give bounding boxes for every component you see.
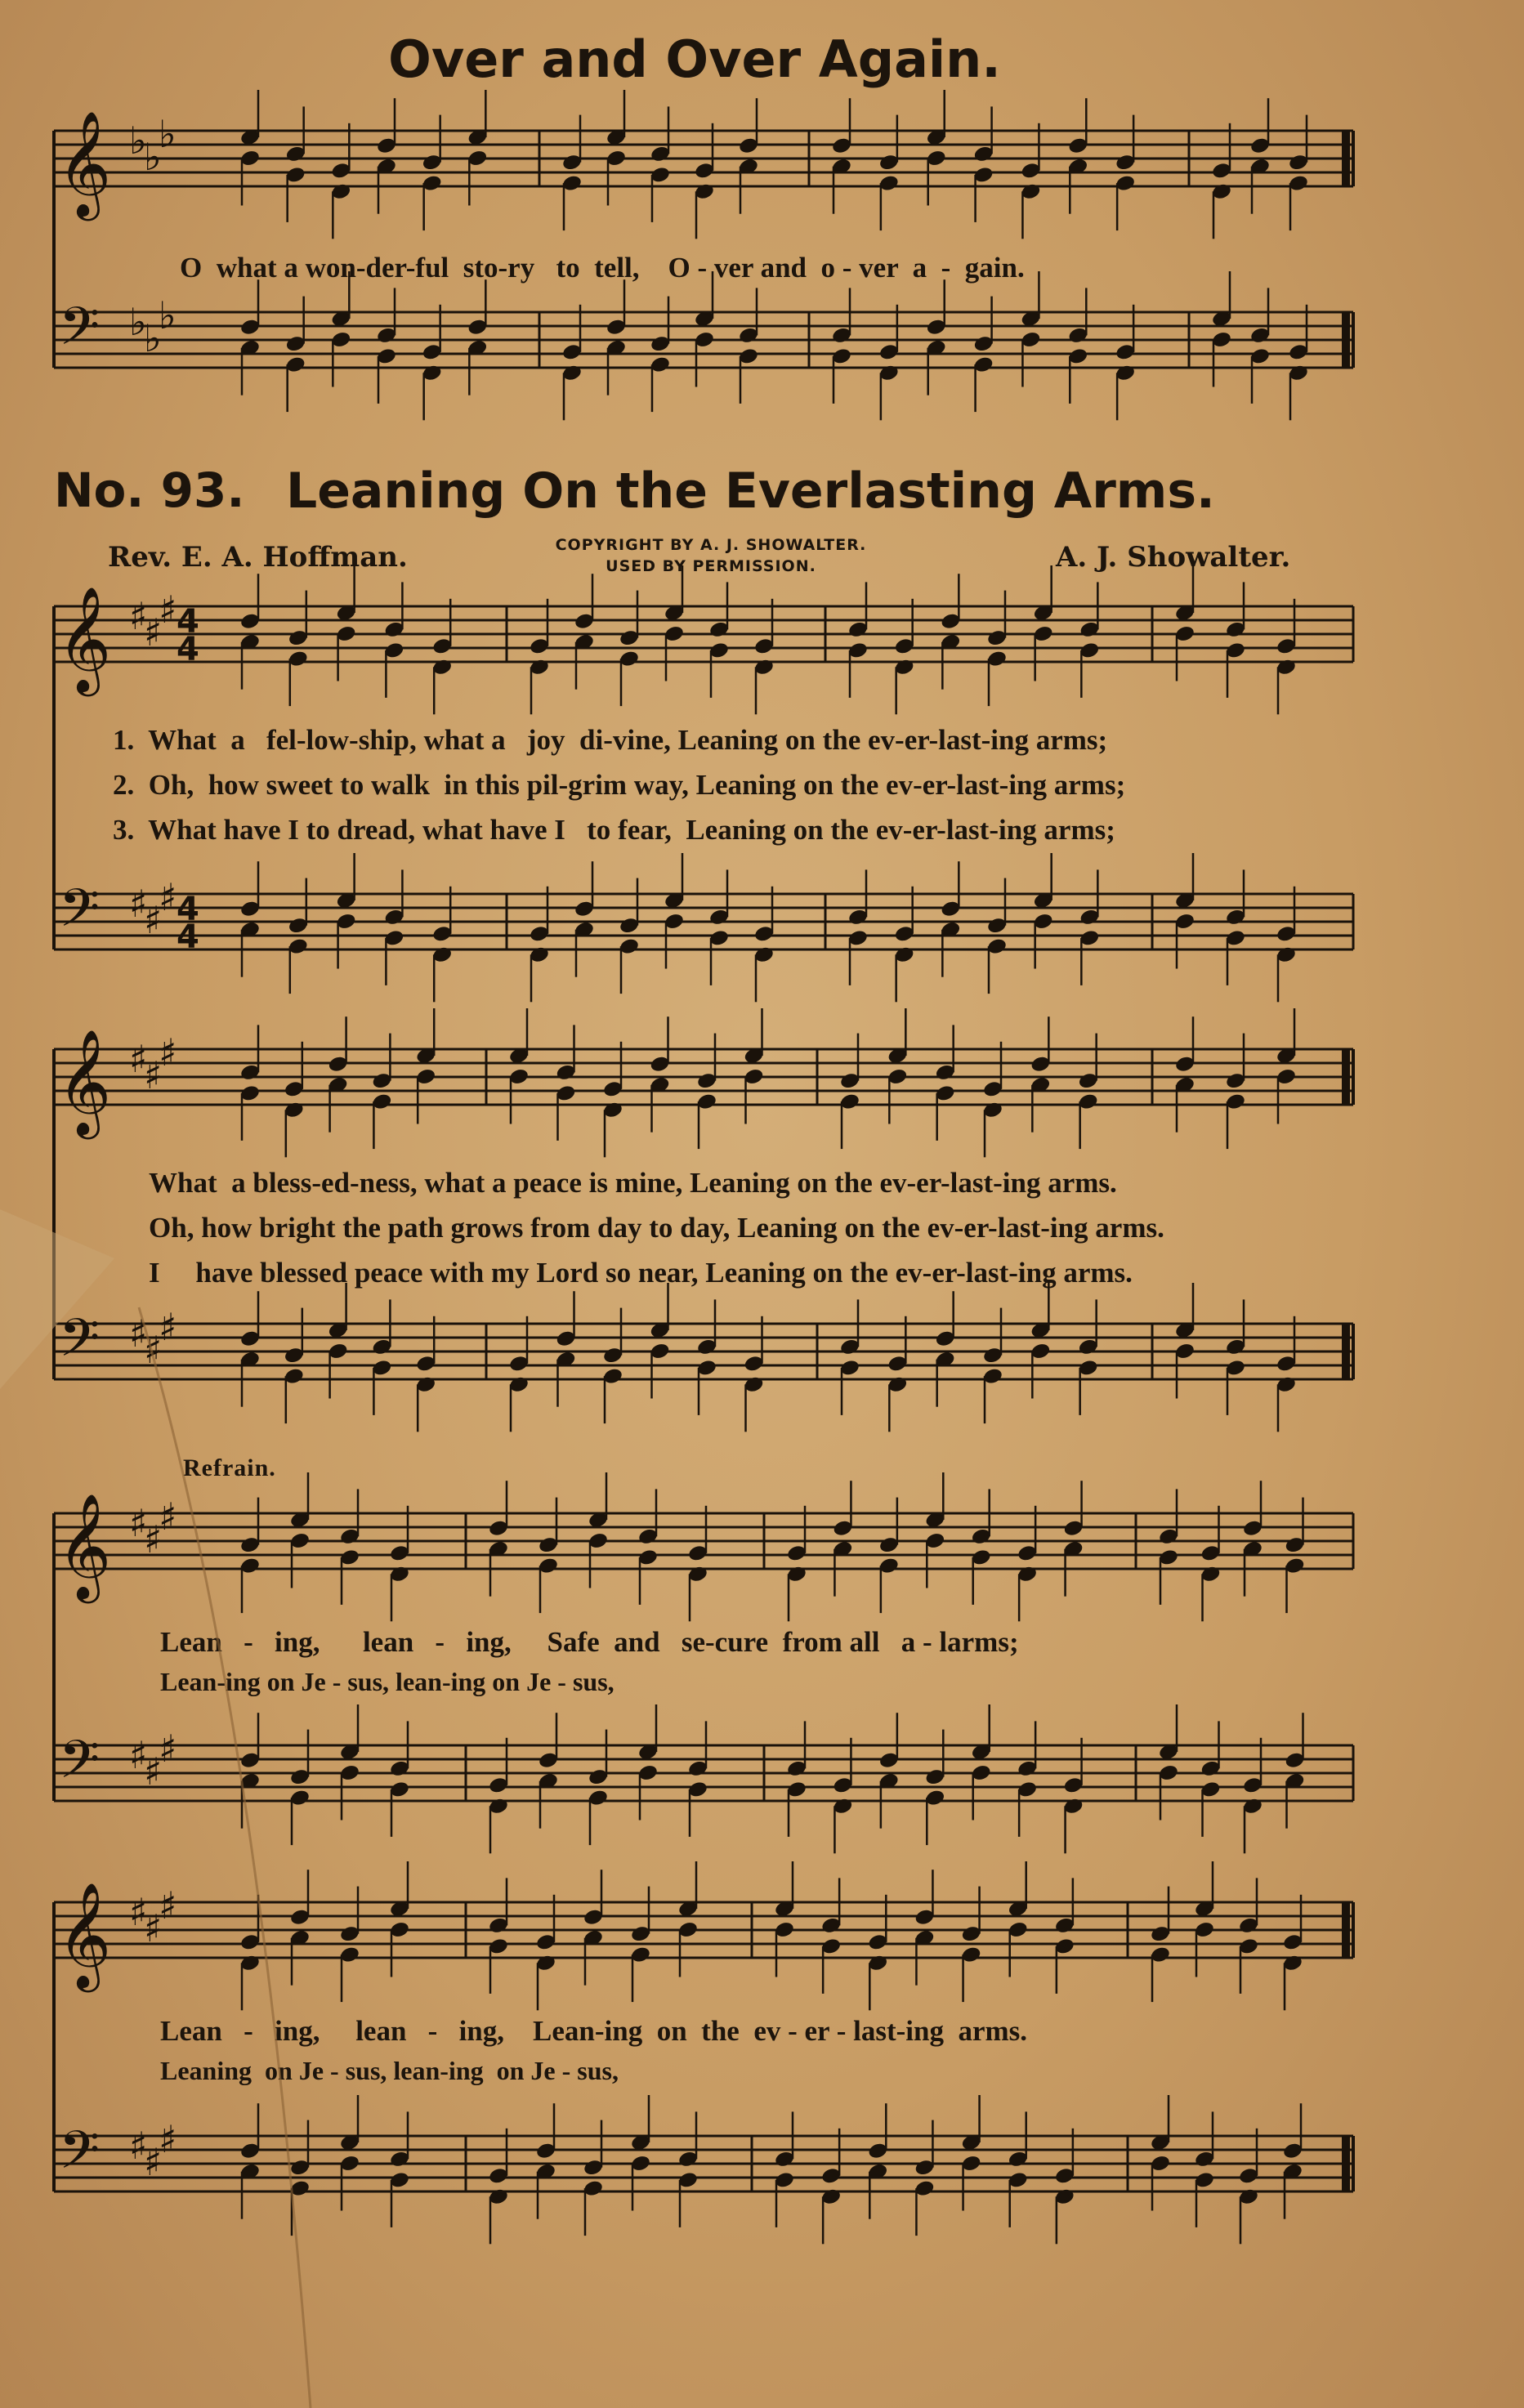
final-barline [1342,1049,1350,1105]
song2-title: Leaning On the Everlasting Arms. [286,462,1215,520]
key-signature-icon: ♯ [159,1883,177,1928]
key-signature-icon: ♯ [144,2140,163,2184]
treble-clef-icon: 𝄞 [57,586,112,692]
time-signature-icon: 4 [177,631,199,668]
bass-clef-icon: 𝄢 [59,297,101,370]
final-barline [1342,312,1350,368]
bass-clef-icon: 𝄢 [59,878,101,952]
key-signature-icon: ♯ [129,594,148,638]
song1-lyric: O what a won-der-ful sto-ry to tell, O - ver and o - ver a - gain. [180,252,1025,284]
verse1-line1: 1. What a fel-low-ship, what a joy di-vine, Leaning on the ev-er-last-ing arms; [113,724,1108,756]
time-signature-icon: 4 [177,918,199,956]
key-signature-icon: ♯ [129,882,148,926]
key-signature-icon: ♯ [129,1890,148,1934]
key-signature-icon: ♯ [159,1494,177,1539]
refrain-label: Refrain. [183,1454,276,1481]
key-signature-icon: ♭ [129,118,147,163]
key-signature-icon: ♯ [159,1305,177,1349]
key-signature-icon: ♯ [129,1037,148,1081]
key-signature-icon: ♯ [159,1030,177,1074]
key-signature-icon: ♯ [159,1727,177,1771]
key-signature-icon: ♭ [159,293,177,337]
key-signature-icon: ♯ [159,2117,177,2161]
verse3-line2: I have blessed peace with my Lord so near, Leaning on the ev-er-last-ing arms. [149,1257,1133,1289]
key-signature-icon: ♯ [144,1053,163,1097]
time-signature-icon: 4 [177,603,199,641]
refrain-line2-bass: Leaning on Je - sus, lean-ing on Je - sus, [160,2056,619,2085]
key-signature-icon: ♯ [159,587,177,632]
treble-clef-icon: 𝄞 [57,110,112,217]
bass-clef-icon: 𝄢 [59,1730,101,1803]
verse2-line2: Oh, how bright the path grows from day to day, Leaning on the ev-er-last-ing arms. [149,1212,1164,1244]
permission-line: USED BY PERMISSION. [606,557,816,575]
key-signature-icon: ♯ [144,1749,163,1794]
song1-title: Over and Over Again. [388,29,1001,89]
key-signature-icon: ♯ [129,1733,148,1777]
final-barline [1342,1324,1350,1379]
key-signature-icon: ♭ [144,316,162,360]
final-barline [1342,2136,1350,2191]
treble-clef-icon: 𝄞 [57,1882,112,1988]
author-credit: Rev. E. A. Hoffman. [108,541,408,574]
final-barline [1342,131,1350,186]
key-signature-icon: ♯ [129,1501,148,1545]
refrain-line1: Lean - ing, lean - ing, Safe and se-cure from all a - larms; [160,1626,1019,1658]
refrain-line1-bass: Lean-ing on Je - sus, lean-ing on Je - sus, [160,1667,615,1696]
time-signature-icon: 4 [177,891,199,928]
bass-clef-icon: 𝄢 [59,1308,101,1382]
key-signature-icon: ♯ [129,2124,148,2168]
final-barline [1342,1902,1350,1958]
verse2-line1: 2. Oh, how sweet to walk in this pil-grim way, Leaning on the ev-er-last-ing arms; [113,769,1126,801]
key-signature-icon: ♯ [159,875,177,919]
key-signature-icon: ♯ [144,610,163,654]
composer-credit: A. J. Showalter. [1056,541,1291,574]
page-crease [139,1307,311,2408]
hymn-number: No. 93. [54,462,245,518]
treble-clef-icon: 𝄞 [57,1029,112,1135]
bass-clef-icon: 𝄢 [59,2120,101,2194]
key-signature-icon: ♭ [159,112,177,156]
verse1-line2: What a bless-ed-ness, what a peace is mine, Leaning on the ev-er-last-ing arms. [149,1167,1117,1199]
key-signature-icon: ♭ [129,300,147,344]
key-signature-icon: ♯ [144,1906,163,1950]
key-signature-icon: ♯ [144,1328,163,1372]
treble-clef-icon: 𝄞 [57,1493,112,1599]
key-signature-icon: ♭ [144,135,162,179]
key-signature-icon: ♯ [144,1517,163,1561]
verse3-line1: 3. What have I to dread, what have I to fear, Leaning on the ev-er-last-ing arms; [113,814,1115,846]
key-signature-icon: ♯ [129,1311,148,1356]
copyright-line: COPYRIGHT BY A. J. SHOWALTER. [555,536,867,554]
key-signature-icon: ♯ [144,898,163,942]
refrain-line2: Lean - ing, lean - ing, Lean-ing on the ev - er - last-ing arms. [160,2015,1028,2047]
